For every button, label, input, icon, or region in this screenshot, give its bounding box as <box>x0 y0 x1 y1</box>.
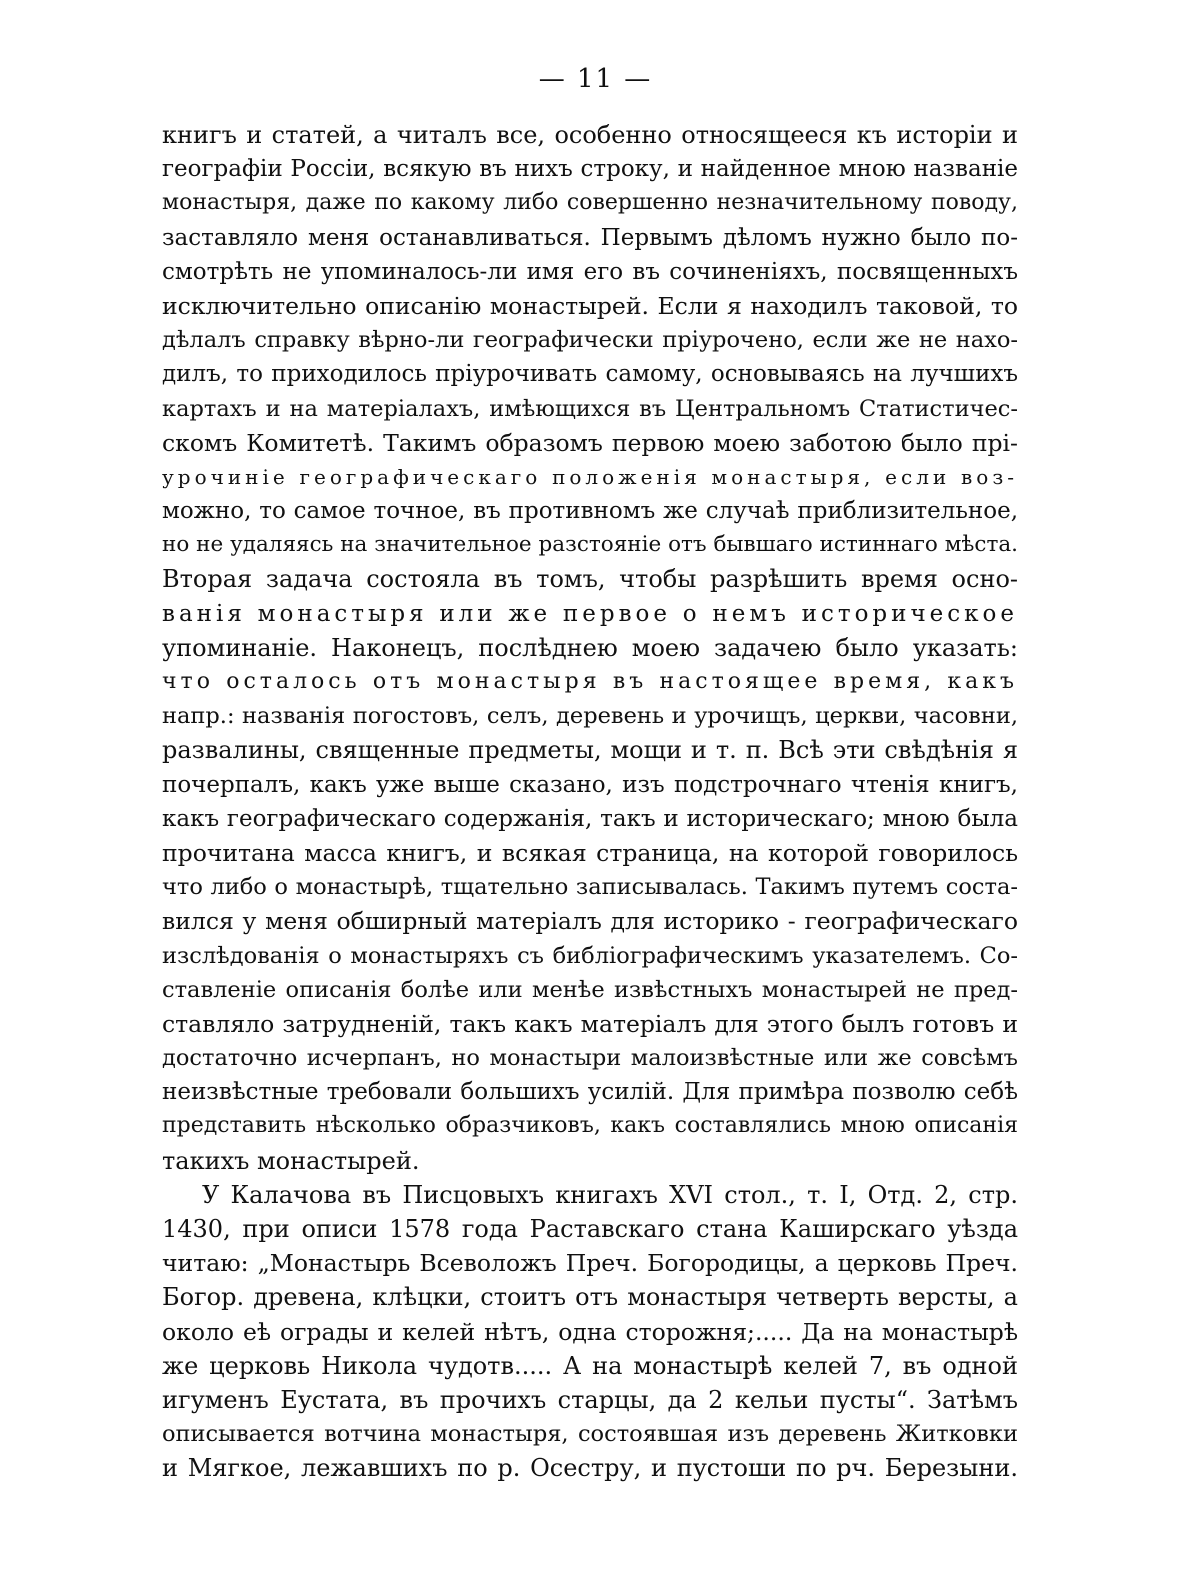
text-line: картахъ и на матеріалахъ, имѣющихся въ Центральномъ Статистичес- <box>162 395 1018 422</box>
text-line: заставляло меня останавливаться. Первымъ дѣломъ нужно было по- <box>162 224 1018 251</box>
text-line: почерпалъ, какъ уже выше сказано, изъ подстрочнаго чтенія книгъ, <box>162 771 1018 798</box>
text-line: напр.: названія погостовъ, селъ, деревень и урочищъ, церкви, часовни, <box>162 703 1018 730</box>
text-line: представить нѣсколько образчиковъ, какъ составлялись мною описанія <box>162 1113 1018 1139</box>
text-line: и Мягкое, лежавшихъ по р. Осестру, и пустоши по рч. Березыни. <box>162 1454 1018 1483</box>
text-line: ставленіе описанія болѣе или менѣе извѣстныхъ монастырей не пред- <box>162 976 1018 1003</box>
text-line: такихъ монастырей. <box>162 1146 420 1175</box>
text-line: 1430, при описи 1578 года Раставскаго стана Каширскаго уѣзда <box>162 1215 1018 1243</box>
text-line: около еѣ ограды и келей нѣтъ, одна сторожня;..... Да на монастырѣ <box>162 1317 1018 1346</box>
text-line: изслѣдованія о монастыряхъ съ библіографическимъ указателемъ. Со- <box>162 942 1018 969</box>
text-line: вился у меня обширный матеріалъ для историко - географическаго <box>162 907 1018 936</box>
text-line: какъ географическаго содержанія, такъ и историческаго; мною была <box>162 805 1018 832</box>
text-line: У Калачова въ Писцовыхъ книгахъ XVI стол., т. I, Отд. 2, стр. <box>202 1180 1018 1209</box>
text-line: географіи Россіи, всякую въ нихъ строку, и найденное мною названіе <box>162 156 1018 183</box>
text-line: скомъ Комитетѣ. Такимъ образомъ первою моею заботою было прі- <box>162 428 1018 457</box>
text-line: можно, то самое точное, въ противномъ же случаѣ приблизительное, <box>162 498 1018 525</box>
text-line: дилъ, то приходилось пріурочивать самому, основываясь на лучшихъ <box>162 361 1018 388</box>
text-line: что либо о монастырѣ, тщательно записывалась. Такимъ путемъ соста- <box>162 874 1018 901</box>
text-line: ставляло затрудненій, такъ какъ матеріалъ для этого былъ готовъ и <box>162 1009 1018 1038</box>
text-line: достаточно исчерпанъ, но монастыри малоизвѣстные или же совсѣмъ <box>162 1045 1018 1072</box>
text-line: исключительно описанію монастырей. Если я находилъ таковой, то <box>162 291 1018 320</box>
text-line: описывается вотчина монастыря, состоявшая изъ деревень Житковки <box>162 1421 1018 1448</box>
text-line: ванія монастыря или же первое о немъ историческое <box>162 600 1018 627</box>
text-line: прочитана масса книгъ, и всякая страница, на которой говорилось <box>162 838 1018 867</box>
text-line: книгъ и статей, а читалъ все, особенно относящееся къ исторіи и <box>162 121 1018 149</box>
text-line: игуменъ Еустата, въ прочихъ старцы, да 2 кельи пусты“. Затѣмъ <box>162 1385 1018 1414</box>
body-text <box>162 118 1018 1486</box>
text-line: упоминаніе. Наконецъ, послѣднею моею задачею было указать: <box>162 633 1018 662</box>
text-line: смотрѣть не упоминалось-ли имя его въ сочиненіяхъ, посвященныхъ <box>162 258 1018 285</box>
text-line: дѣлалъ справку вѣрно-ли географически пріурочено, если же не нахо- <box>162 327 1018 354</box>
text-line: неизвѣстные требовали большихъ усилій. Для примѣра позволю себѣ <box>162 1079 1018 1106</box>
text-line: но не удаляясь на значительное разстояніе отъ бывшаго истиннаго мѣста. <box>162 532 1018 558</box>
text-line: монастыря, даже по какому либо совершенно незначительному поводу, <box>162 190 1018 216</box>
paragraph <box>162 118 1018 1178</box>
paragraph <box>162 1178 1018 1486</box>
text-line: развалины, священные предметы, мощи и т. п. Всѣ эти свѣдѣнія я <box>162 736 1018 765</box>
text-line: Богор. древена, клѣцки, стоитъ отъ монастыря четверть версты, а <box>162 1283 1018 1312</box>
text-line: урочиніе географическаго положенія монастыря, если воз- <box>162 464 1018 489</box>
text-line: читаю: „Монастырь Всеволожъ Преч. Богородицы, а церковь Преч. <box>162 1249 1018 1278</box>
text-line: Вторая задача состояла въ томъ, чтобы разрѣшить время осно- <box>162 565 1018 594</box>
text-line: же церковь Никола чудотв..... А на монастырѣ келей 7, въ одной <box>162 1351 1018 1380</box>
page-number: — 11 — <box>538 64 653 94</box>
text-line: что осталось отъ монастыря въ настоящее время, какъ <box>162 669 1018 694</box>
